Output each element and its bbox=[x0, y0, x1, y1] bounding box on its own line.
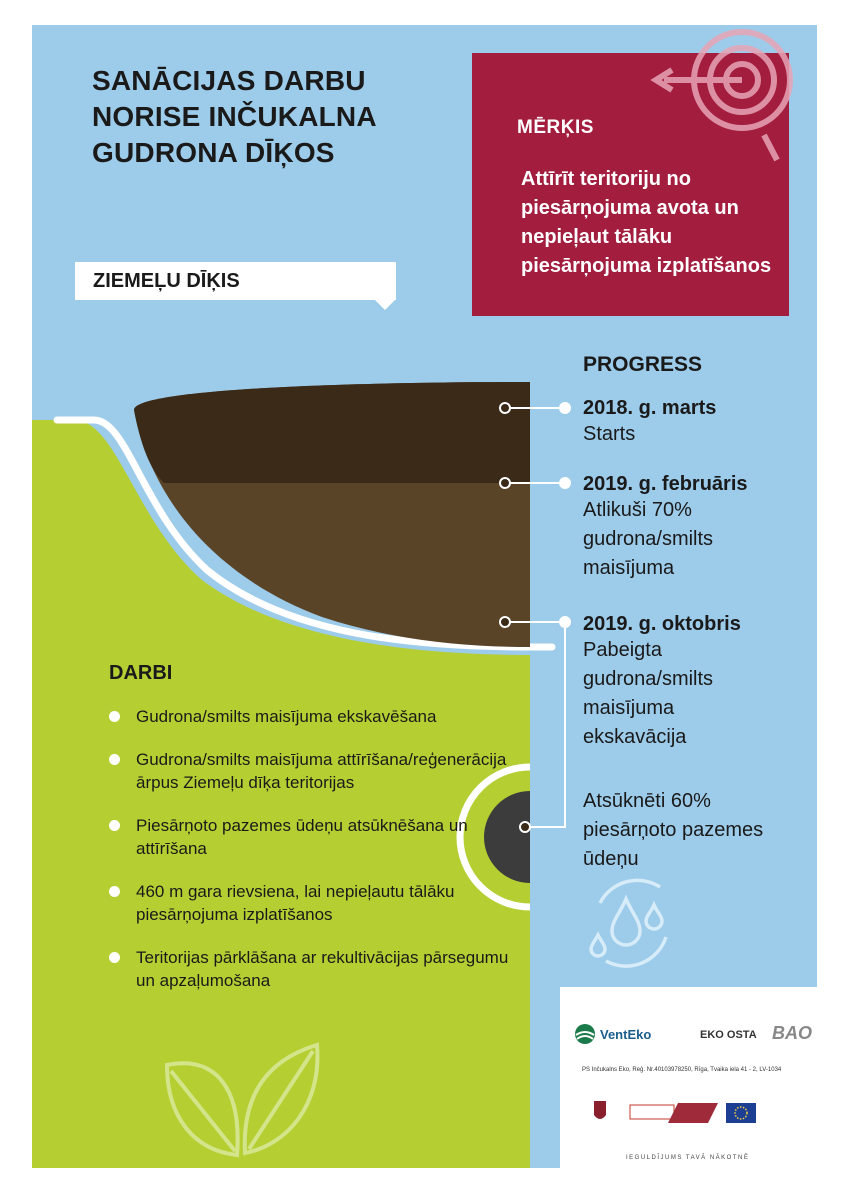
groundwater-text: Atsūknēti 60% piesārņoto pazemes ūdeņu bbox=[583, 790, 764, 870]
target-icon bbox=[642, 25, 802, 170]
latvia-100-icon bbox=[668, 1103, 718, 1123]
list-item: 460 m gara rievsiena, lai nepieļautu tālāku piesārņojuma izplatīšanos bbox=[109, 880, 509, 926]
list-item: Teritorijas pārklāšana ar rekultivācijas pārsegumu un apzaļumošana bbox=[109, 946, 509, 992]
slogan: IEGULDĪJUMS TAVĀ NĀKOTNĒ bbox=[626, 1155, 750, 1161]
list-item: Piesārņoto pazemes ūdeņu atsūknēšana un attīrīšana bbox=[109, 814, 509, 860]
footer-logos bbox=[560, 987, 817, 1168]
list-item: Gudrona/smilts maisījuma ekskavēšana bbox=[109, 705, 509, 728]
event-date: 2018. g. marts bbox=[583, 397, 717, 419]
logo-bao: BAO bbox=[772, 1023, 812, 1043]
event-desc: Atlikuši 70% gudrona/smilts maisījuma bbox=[583, 499, 714, 579]
event-desc: Pabeigta gudrona/smilts maisījuma ekskavācija bbox=[583, 639, 714, 748]
coat-of-arms-icon bbox=[594, 1101, 606, 1119]
logo-ventEko: VentEko bbox=[600, 1027, 652, 1042]
tar-excavated bbox=[134, 382, 530, 483]
event-date: 2019. g. februāris bbox=[583, 473, 748, 495]
works-heading: DARBI bbox=[109, 662, 173, 684]
goal-text: Attīrīt teritoriju no piesārņojuma avota un nepieļaut tālāku piesārņojuma izplatīšanos bbox=[521, 168, 772, 277]
page-title bbox=[92, 63, 452, 171]
event-date: 2019. g. oktobris bbox=[583, 613, 741, 635]
works-list bbox=[109, 705, 509, 992]
leaves-icon bbox=[157, 1035, 327, 1168]
title-line: GUDRONA DĪĶOS bbox=[92, 137, 335, 168]
goal-label: MĒRĶIS bbox=[517, 117, 594, 138]
timeline-event bbox=[583, 397, 716, 449]
timeline-event bbox=[583, 473, 783, 583]
partner-emblems bbox=[590, 1099, 790, 1127]
ventEko-logo-icon bbox=[574, 1023, 596, 1045]
title-line: SANĀCIJAS DARBU bbox=[92, 65, 366, 96]
water-drops-icon bbox=[582, 873, 682, 973]
region-tag bbox=[75, 262, 396, 300]
timeline-event bbox=[583, 613, 783, 752]
registration-text: PS Inčukalns Eko, Reģ. Nr.40103978250, Rīga, Tvaika iela 41 - 2, LV-1034 bbox=[582, 1067, 782, 1073]
poster bbox=[32, 25, 817, 1168]
region-label: ZIEMEĻU DĪĶIS bbox=[93, 270, 240, 292]
title-line: NORISE INČUKALNA bbox=[92, 101, 377, 132]
list-item: Gudrona/smilts maisījuma attīrīšana/reģenerācija ārpus Ziemeļu dīķa teritorijas bbox=[109, 748, 509, 794]
event-desc: Starts bbox=[583, 423, 636, 445]
logo-eko-osta: EKO OSTA bbox=[700, 1029, 757, 1041]
progress-heading: PROGRESS bbox=[583, 353, 703, 376]
national-program-icon bbox=[630, 1105, 674, 1119]
eu-flag-icon bbox=[726, 1103, 756, 1123]
tag-pointer bbox=[375, 300, 395, 310]
